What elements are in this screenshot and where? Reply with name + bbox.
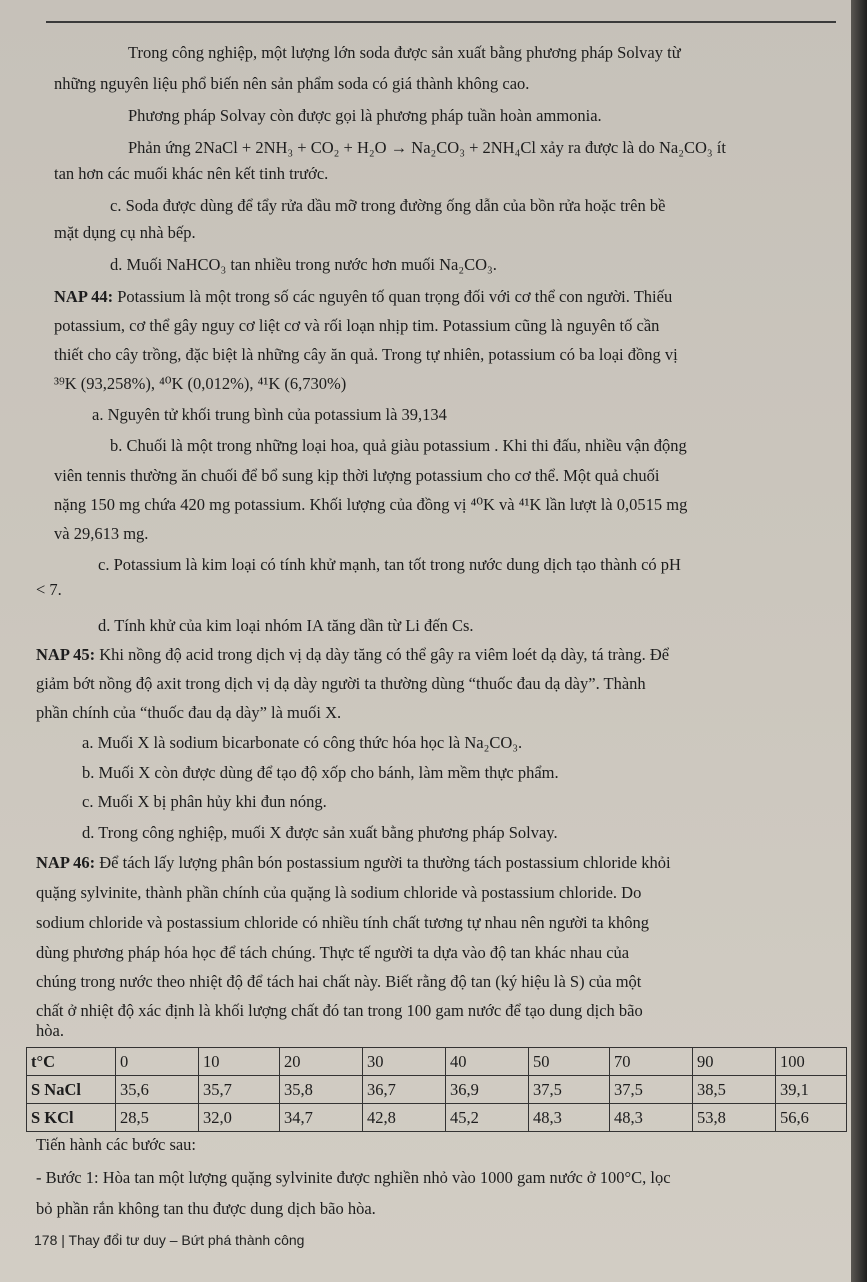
table-cell: 36,7 [363,1076,446,1104]
text-line: c. Soda được dùng để tẩy rửa dầu mỡ trong đường ống dẫn của bồn rửa hoặc trên bề [110,196,666,215]
table-cell: 45,2 [446,1104,529,1132]
question-44 [54,287,672,307]
footer-separator: | [61,1232,69,1248]
top-rule [46,21,836,23]
text-line: Để tách lấy lượng phân bón postassium người ta thường tách postassium chloride khỏi [99,853,671,872]
text-line: viên tennis thường ăn chuối để bổ sung kịp thời lượng potassium cho cơ thể. Một quả chuối [54,466,660,485]
text-line: sodium chloride và postassium chloride có nhiều tính chất tương tự nhau nên người ta không [36,913,649,932]
table-cell: 32,0 [199,1104,280,1132]
table-cell: 42,8 [363,1104,446,1132]
table-cell: 38,5 [693,1076,776,1104]
question-label: NAP 44: [54,287,114,306]
text-line: Phản ứng 2NaCl + 2NH₃ + CO₂ + H₂O → Na₂CO₃ + 2NH₄Cl xảy ra được là do Na₂CO₃ ít [128,138,726,157]
text-line: tan hơn các muối khác nên kết tinh trước. [54,164,329,183]
text-line: hòa. [36,1021,64,1040]
table-row [27,1076,847,1104]
text-line: Phương pháp Solvay còn được gọi là phương pháp tuần hoàn ammonia. [128,106,602,125]
footer-title: Thay đổi tư duy – Bứt phá thành công [68,1232,305,1248]
text-line: và 29,613 mg. [54,524,149,543]
text-line: d. Muối NaHCO₃ tan nhiều trong nước hơn muối Na₂CO₃. [110,255,497,274]
table-cell: 28,5 [116,1104,199,1132]
text-line: bỏ phần rắn không tan thu được dung dịch bão hòa. [36,1199,376,1218]
table-cell: 35,7 [199,1076,280,1104]
text-line: b. Chuối là một trong những loại hoa, quả giàu potassium . Khi thi đấu, nhiều vận động [110,436,687,455]
text-line: giảm bớt nồng độ axit trong dịch vị dạ dày người ta thường dùng “thuốc đau dạ dày”. Thành [36,674,646,693]
text-line: c. Muối X bị phân hủy khi đun nóng. [82,792,327,811]
solubility-table [26,1047,847,1132]
text-line: - Bước 1: Hòa tan một lượng quặng sylvinite được nghiền nhỏ vào 1000 gam nước ở 100°C, lọc [36,1168,671,1187]
table-cell: 48,3 [610,1104,693,1132]
text-line: Tiến hành các bước sau: [36,1135,197,1154]
text-line: những nguyên liệu phổ biến nên sản phẩm soda có giá thành không cao. [54,74,530,93]
table-cell: 70 [610,1048,693,1076]
table-cell: 20 [280,1048,363,1076]
text-line: chúng trong nước theo nhiệt độ để tách hai chất này. Biết rằng độ tan (ký hiệu là S) của một [36,972,642,991]
table-cell: 35,6 [116,1076,199,1104]
row-header: t°C [27,1048,116,1076]
text-line: a. Nguyên tử khối trung bình của potassium là 39,134 [92,405,447,424]
page-footer [34,1232,304,1248]
question-label: NAP 46: [36,853,96,872]
page-edge-shadow [851,0,867,1282]
table-cell: 100 [776,1048,847,1076]
table-cell: 34,7 [280,1104,363,1132]
question-46 [36,853,671,873]
question-45 [36,645,669,665]
text-line: mặt dụng cụ nhà bếp. [54,223,196,242]
table-cell: 48,3 [529,1104,610,1132]
text-line: Trong công nghiệp, một lượng lớn soda được sản xuất bằng phương pháp Solvay từ [128,43,681,62]
table-cell: 35,8 [280,1076,363,1104]
text-line: thiết cho cây trồng, đặc biệt là những cây ăn quả. Trong tự nhiên, potassium có ba loại đồng vị [54,345,678,364]
row-header: S NaCl [27,1076,116,1104]
table-cell: 37,5 [529,1076,610,1104]
table-cell: 0 [116,1048,199,1076]
table-cell: 53,8 [693,1104,776,1132]
text-line: c. Potassium là kim loại có tính khử mạnh, tan tốt trong nước dung dịch tạo thành có pH [98,555,681,574]
text-line: d. Trong công nghiệp, muối X được sản xuất bằng phương pháp Solvay. [82,823,558,842]
table-cell: 50 [529,1048,610,1076]
text-line: potassium, cơ thể gây nguy cơ liệt cơ và rối loạn nhịp tim. Potassium cũng là nguyên tố cần [54,316,660,335]
table-cell: 30 [363,1048,446,1076]
table-cell: 40 [446,1048,529,1076]
table-cell: 90 [693,1048,776,1076]
text-line: nặng 150 mg chứa 420 mg potassium. Khối lượng của đồng vị ⁴⁰K và ⁴¹K lần lượt là 0,0515 mg [54,495,688,514]
table-cell: 56,6 [776,1104,847,1132]
text-line: Potassium là một trong số các nguyên tố quan trọng đối với cơ thể con người. Thiếu [117,287,673,306]
table-cell: 37,5 [610,1076,693,1104]
text-line: ³⁹K (93,258%), ⁴⁰K (0,012%), ⁴¹K (6,730%) [54,374,347,393]
text-line: Khi nồng độ acid trong dịch vị dạ dày tăng có thể gây ra viêm loét dạ dày, tá tràng. Để [99,645,670,664]
table-cell: 10 [199,1048,280,1076]
table-row [27,1048,847,1076]
page-number: 178 [34,1232,58,1248]
text-line: b. Muối X còn được dùng để tạo độ xốp cho bánh, làm mềm thực phẩm. [82,763,559,782]
table-row [27,1104,847,1132]
text-line: a. Muối X là sodium bicarbonate có công thức hóa học là Na₂CO₃. [82,733,523,752]
text-line: d. Tính khử của kim loại nhóm IA tăng dần từ Li đến Cs. [98,616,474,635]
text-line: dùng phương pháp hóa học để tách chúng. Thực tế người ta dựa vào độ tan khác nhau của [36,943,630,962]
text-line: phần chính của “thuốc đau dạ dày” là muối X. [36,703,342,722]
row-header: S KCl [27,1104,116,1132]
text-line: quặng sylvinite, thành phần chính của quặng là sodium chloride và postassium chloride. Do [36,883,642,902]
text-line: chất ở nhiệt độ xác định là khối lượng chất đó tan trong 100 gam nước để tạo dung dịch bão [36,1001,643,1020]
table-cell: 36,9 [446,1076,529,1104]
question-label: NAP 45: [36,645,96,664]
table-cell: 39,1 [776,1076,847,1104]
text-line: < 7. [36,580,62,599]
